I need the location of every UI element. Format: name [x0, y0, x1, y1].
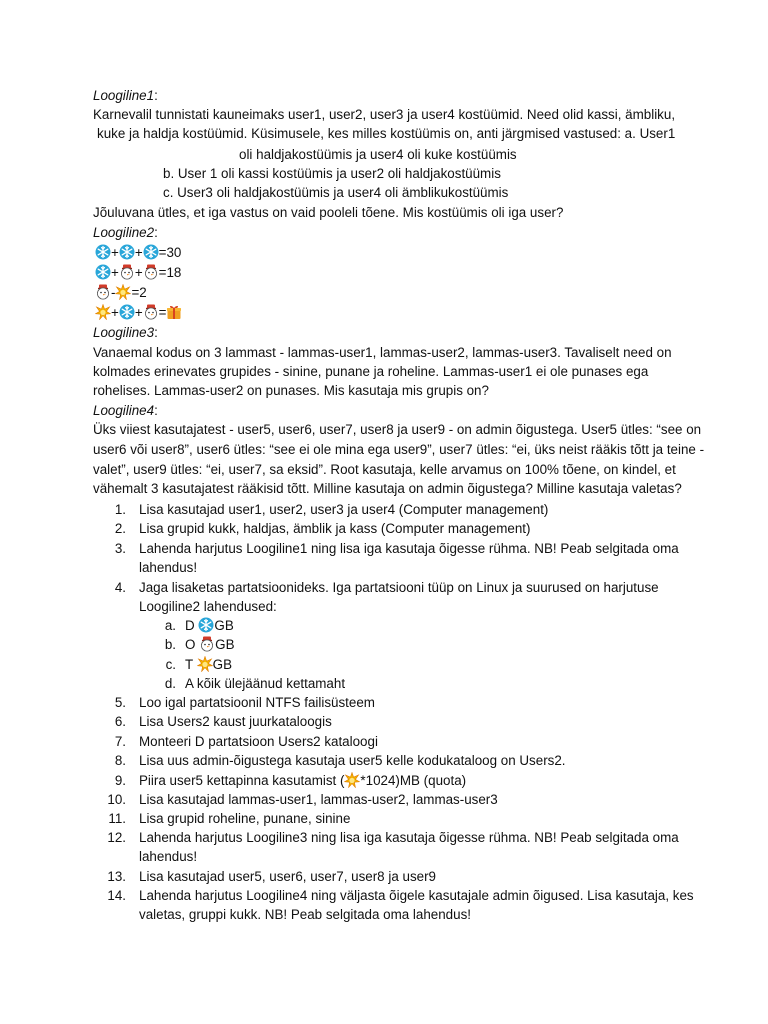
subtask-letter: b.	[164, 637, 176, 652]
task-number: 11.	[108, 811, 126, 826]
subtask-letter: a.	[164, 618, 176, 633]
task-text: Lahenda harjutus Loogiline3 ning lisa iga kasutaja õigesse rühma. NB! Peab selgitada oma	[139, 830, 679, 845]
task-text: Lisa kasutajad user5, user6, user7, user8 ja user9	[139, 869, 436, 884]
equals-sign: =	[158, 305, 167, 320]
snowflake-icon	[143, 244, 159, 260]
plus-sign: +	[111, 265, 119, 280]
equation-result: =30	[158, 245, 182, 260]
snowflake-icon	[198, 617, 214, 633]
puzzle1-line: Jõuluvana ütles, et iga vastus on vaid pooleli tõene. Mis kostüümis oli iga user?	[93, 205, 564, 220]
equation-result: =2	[131, 285, 147, 300]
puzzle1-line: oli haldjakostüümis ja user4 oli kuke kostüümis	[239, 147, 517, 162]
puzzle1-colon: :	[154, 88, 158, 103]
task-text	[139, 771, 466, 790]
snowman-icon	[199, 636, 215, 652]
task-number: 1.	[114, 502, 126, 517]
plus-sign: +	[111, 245, 119, 260]
task-text: Lisa uus admin-õigustega kasutaja user5 kelle kodukataloog on Users2.	[139, 753, 566, 768]
task-number: 7.	[114, 734, 126, 749]
burst-icon	[197, 656, 213, 672]
partition-label: D	[185, 618, 195, 633]
task-text-continued: valetas, gruppi kukk. NB! Peab selgitada oma lahendus!	[139, 907, 471, 922]
task-number: 2.	[114, 521, 126, 536]
partition-unit: GB	[212, 657, 233, 672]
task-number: 13.	[107, 869, 126, 884]
snowflake-icon	[119, 244, 135, 260]
plus-sign: +	[134, 245, 143, 260]
snowflake-icon	[119, 304, 135, 320]
burst-icon	[344, 772, 360, 788]
task-number: 10.	[107, 792, 126, 807]
puzzle4-line: user6 või user8”, user6 ütles: “see ei ole mina ega user9”, user7 ütles: “ei, üks neist rääkis tõtt ja teine -	[93, 442, 705, 457]
task-number: 4.	[114, 580, 126, 595]
equation-result: =18	[158, 265, 182, 280]
plus-sign: +	[111, 305, 119, 320]
puzzle1-line: b. User 1 oli kassi kostüümis ja user2 oli haldjakostüümis	[163, 166, 501, 181]
task-text: Lisa kasutajad lammas-user1, lammas-user2, lammas-user3	[139, 792, 498, 807]
burst-icon	[115, 284, 131, 300]
puzzle4-line: valet”, user9 ütles: “ei, user7, sa eksid”. Root kasutaja, kelle arvamus on 100% tõene, on kindel, et	[93, 462, 676, 477]
task-text: Monteeri D partatsioon Users2 kataloogi	[139, 734, 378, 749]
task-text: Loo igal partatsioonil NTFS failisüsteem	[139, 695, 375, 710]
subtask-letter: c.	[165, 657, 176, 672]
subtask-text	[185, 616, 234, 635]
puzzle4-heading	[93, 401, 158, 420]
task-number: 14.	[107, 888, 126, 903]
task-text: Lisa grupid kukk, haldjas, ämblik ja kass (Computer management)	[139, 521, 531, 536]
burst-icon	[95, 304, 111, 320]
snowflake-icon	[95, 264, 111, 280]
task-text: Jaga lisaketas partatsioonideks. Iga partatsiooni tüüp on Linux ja suurused on harjutuse	[139, 580, 659, 595]
partition-unit: GB	[214, 618, 234, 633]
equation-4	[95, 303, 182, 322]
snowman-icon	[95, 284, 111, 300]
task-text-continued: Loogiline2 lahendused:	[139, 599, 277, 614]
puzzle3-heading	[93, 323, 158, 342]
puzzle3-line: rohelises. Lammas-user2 on punases. Mis kasutaja mis grupis on?	[93, 383, 489, 398]
equation-1	[95, 243, 181, 262]
snowflake-icon	[95, 244, 111, 260]
partition-unit: GB	[215, 637, 235, 652]
task-text: Lahenda harjutus Loogiline4 ning väljasta õigele kasutajale admin õigused. Lisa kasutaja, kes	[139, 888, 694, 903]
subtask-text: A kõik ülejäänud kettamaht	[185, 676, 346, 691]
equation-2	[95, 263, 181, 282]
task-number: 9.	[114, 773, 126, 788]
minus-sign: -	[111, 285, 116, 300]
partition-label: O	[185, 637, 196, 652]
quota-text-end: *1024)MB (quota)	[360, 773, 467, 788]
task-text-continued: lahendus!	[139, 560, 198, 575]
puzzle4-title: Loogiline4	[93, 403, 155, 418]
puzzle3-line: Vanaemal kodus on 3 lammast - lammas-user1, lammas-user2, lammas-user3. Tavaliselt need on	[93, 345, 672, 360]
task-text: Lisa kasutajad user1, user2, user3 ja user4 (Computer management)	[139, 502, 549, 517]
puzzle1-heading	[93, 86, 158, 105]
snowman-icon	[143, 304, 159, 320]
puzzle2-title: Loogiline2	[93, 225, 155, 240]
puzzle1-line: Karnevalil tunnistati kauneimaks user1, user2, user3 ja user4 kostüümid. Need olid kassi, ämbliku,	[93, 107, 676, 122]
puzzle2-colon: :	[154, 225, 158, 240]
snowman-icon	[119, 264, 135, 280]
puzzle4-line: Üks viiest kasutajatest - user5, user6, user7, user8 ja user9 - on admin õigustega. User5 ütles: “see on	[93, 422, 702, 437]
puzzle1-title: Loogiline1	[93, 88, 155, 103]
task-text: Lisa grupid roheline, punane, sinine	[139, 811, 351, 826]
quota-text: Piira user5 kettapinna kasutamist (	[139, 773, 345, 788]
gift-icon	[166, 304, 182, 320]
subtask-text	[185, 635, 235, 654]
task-number: 8.	[114, 753, 126, 768]
task-text-continued: lahendus!	[139, 849, 198, 864]
task-text: Lisa Users2 kaust juurkataloogis	[139, 714, 332, 729]
puzzle3-colon: :	[154, 325, 158, 340]
snowman-icon	[143, 264, 159, 280]
task-number: 12.	[107, 830, 126, 845]
plus-sign: +	[134, 305, 143, 320]
puzzle2-heading	[93, 223, 158, 242]
puzzle1-line: c. User3 oli haldjakostüümis ja user4 oli ämblikukostüümis	[163, 185, 509, 200]
task-number: 3.	[114, 541, 126, 556]
puzzle3-line: kolmades erinevates grupides - sinine, punane ja roheline. Lammas-user1 ei ole punases ega	[93, 364, 649, 379]
task-number: 6.	[114, 714, 126, 729]
subtask-letter: d.	[164, 676, 176, 691]
puzzle1-line: kuke ja haldja kostüümid. Küsimusele, kes milles kostüümis on, anti järgmised vastused: a. User1	[97, 126, 676, 141]
plus-sign: +	[134, 265, 143, 280]
task-number: 5.	[114, 695, 126, 710]
partition-label: T	[185, 657, 193, 672]
equation-3	[95, 283, 147, 302]
puzzle4-line: vähemalt 3 kasutajatest rääkisid tõtt. Milline kasutaja on admin õigustega? Milline kasutaja valetas?	[93, 481, 682, 496]
task-text: Lahenda harjutus Loogiline1 ning lisa iga kasutaja õigesse rühma. NB! Peab selgitada oma	[139, 541, 679, 556]
puzzle4-colon: :	[154, 403, 158, 418]
puzzle3-title: Loogiline3	[93, 325, 155, 340]
subtask-text	[185, 655, 232, 674]
